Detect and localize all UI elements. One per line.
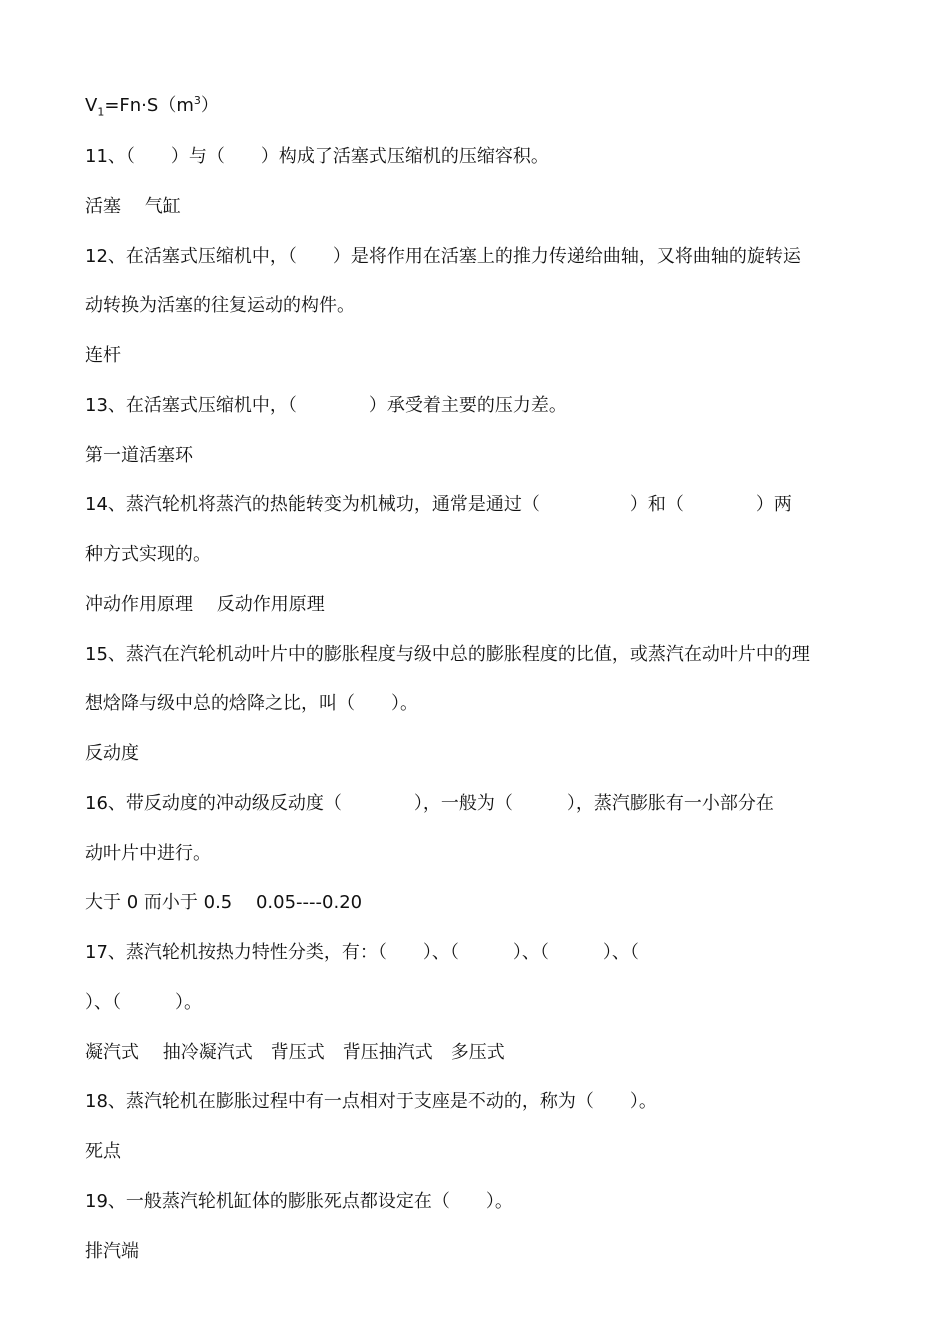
question-15-line-1: 15、蒸汽在汽轮机动叶片中的膨胀程度与级中总的膨胀程度的比值，或蒸汽在动叶片中的理 xyxy=(85,644,810,665)
answer-19: 排汽端 xyxy=(85,1241,139,1262)
formula-body: =Fn·S（m xyxy=(104,95,194,116)
question-16-line-2: 动叶片中进行。 xyxy=(85,843,211,864)
question-19: 19、一般蒸汽轮机缸体的膨胀死点都设定在（ ）。 xyxy=(85,1191,513,1212)
question-14-line-2: 种方式实现的。 xyxy=(85,544,211,565)
question-11: 11、（ ）与（ ）构成了活塞式压缩机的压缩容积。 xyxy=(85,146,549,167)
answer-13: 第一道活塞环 xyxy=(85,445,193,466)
question-14-line-1: 14、蒸汽轮机将蒸汽的热能转变为机械功，通常是通过（ ）和（ ）两 xyxy=(85,494,792,515)
question-13: 13、在活塞式压缩机中，（ ）承受着主要的压力差。 xyxy=(85,395,567,416)
formula-close: ） xyxy=(200,95,219,116)
answer-14: 冲动作用原理 反动作用原理 xyxy=(85,594,325,615)
formula-v: V xyxy=(85,95,98,116)
question-17-line-2: ）、（ ）。 xyxy=(85,992,202,1013)
question-15-line-2: 想焓降与级中总的焓降之比，叫（ ）。 xyxy=(85,693,418,714)
formula-subscript: 1 xyxy=(97,105,105,119)
answer-17: 凝汽式 抽冷凝汽式 背压式 背压抽汽式 多压式 xyxy=(85,1042,505,1063)
formula-line xyxy=(85,94,875,118)
question-12-line-2: 动转换为活塞的往复运动的构件。 xyxy=(85,295,355,316)
formula-superscript: 3 xyxy=(193,94,201,107)
question-18: 18、蒸汽轮机在膨胀过程中有一点相对于支座是不动的，称为（ ）。 xyxy=(85,1091,657,1112)
question-12-line-1: 12、在活塞式压缩机中，（ ）是将作用在活塞上的推力传递给曲轴，又将曲轴的旋转运 xyxy=(85,246,801,267)
question-16-line-1: 16、带反动度的冲动级反动度（ ），一般为（ ），蒸汽膨胀有一小部分在 xyxy=(85,793,774,814)
answer-16: 大于 0 而小于 0.5 0.05----0.20 xyxy=(85,892,363,913)
question-17-line-1: 17、蒸汽轮机按热力特性分类，有：（ ）、（ ）、（ ）、（ xyxy=(85,942,639,963)
answer-11: 活塞 气缸 xyxy=(85,196,181,217)
answer-18: 死点 xyxy=(85,1141,121,1162)
answer-15: 反动度 xyxy=(85,743,139,764)
answer-12: 连杆 xyxy=(85,345,121,366)
